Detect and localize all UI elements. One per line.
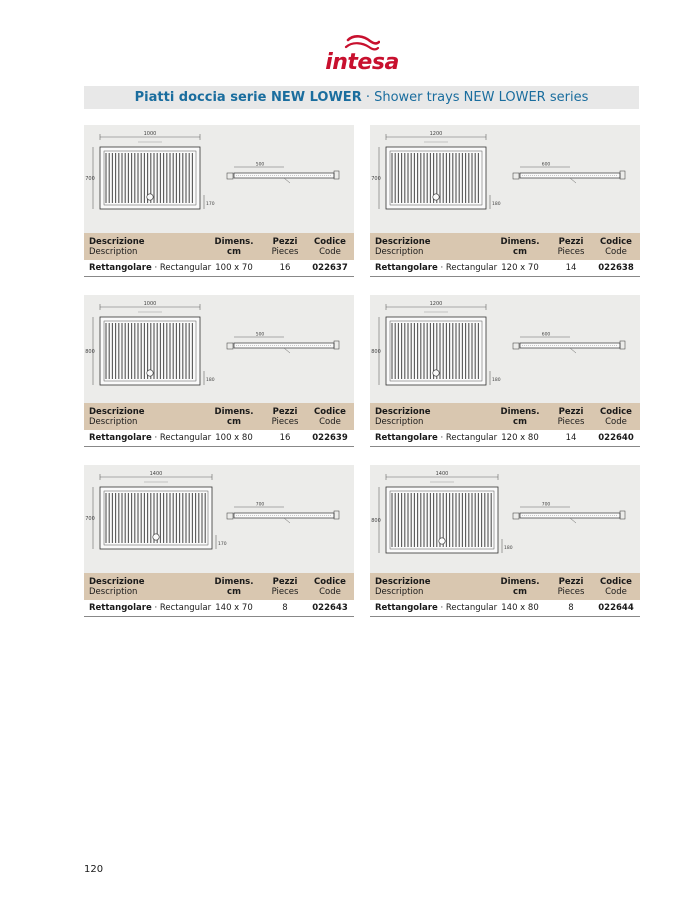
table-header xyxy=(84,573,354,600)
header-code: Codice Code xyxy=(600,407,632,427)
drawing-panel xyxy=(370,125,640,233)
side-profile xyxy=(513,332,625,354)
drawing-side-label: 600 xyxy=(541,332,551,338)
side-profile xyxy=(227,332,339,354)
drawing-width-label: 1000 xyxy=(143,131,157,137)
product-code: 022644 xyxy=(598,603,634,613)
header-code: Codice Code xyxy=(314,407,346,427)
table-header xyxy=(370,403,640,430)
header-dimensions: Dimens. cm xyxy=(500,577,540,597)
drawing-width-label: 1400 xyxy=(149,471,163,477)
title-english: Shower trays NEW LOWER series xyxy=(374,90,589,105)
technical-drawing xyxy=(84,295,354,403)
product-code: 022643 xyxy=(312,603,348,613)
drawing-drain-label: 180 xyxy=(492,378,501,383)
header-pieces: Pezzi Pieces xyxy=(271,577,299,597)
table-row xyxy=(370,600,640,617)
header-description: Descrizione Description xyxy=(89,407,145,427)
table-row xyxy=(84,430,354,447)
product-code: 022640 xyxy=(598,433,634,443)
drawing-height-label: 800 xyxy=(371,349,381,355)
table-header xyxy=(84,233,354,260)
header-code: Codice Code xyxy=(314,237,346,257)
side-profile xyxy=(227,162,339,184)
product-pieces: 16 xyxy=(279,433,291,443)
drawing-drain-label: 180 xyxy=(206,378,215,383)
drain-icon xyxy=(433,194,439,200)
header-pieces: Pezzi Pieces xyxy=(557,237,585,257)
drawing-height-label: 800 xyxy=(85,349,95,355)
header-description: Descrizione Description xyxy=(375,577,431,597)
page-number: 120 xyxy=(84,864,104,875)
brand-logo xyxy=(322,34,402,80)
side-profile xyxy=(227,502,339,524)
drawing-panel xyxy=(370,465,640,573)
drawing-width-label: 1200 xyxy=(429,131,443,137)
drawing-side-label: 600 xyxy=(541,162,551,168)
table-row xyxy=(84,260,354,277)
drawing-panel xyxy=(84,295,354,403)
product-pieces: 8 xyxy=(568,603,574,613)
product-description: Rettangolare · Rectangular xyxy=(89,433,212,443)
header-pieces: Pezzi Pieces xyxy=(271,237,299,257)
title-italian: Piatti doccia serie NEW LOWER xyxy=(134,90,362,105)
technical-drawing xyxy=(370,295,640,403)
drain-icon xyxy=(153,534,159,540)
table-header xyxy=(84,403,354,430)
drawing-height-label: 800 xyxy=(371,518,381,524)
header-dimensions: Dimens. cm xyxy=(214,577,254,597)
product-dimensions: 140 x 80 xyxy=(501,603,539,613)
header-pieces: Pezzi Pieces xyxy=(271,407,299,427)
header-description: Descrizione Description xyxy=(89,577,145,597)
table-row xyxy=(370,260,640,277)
technical-drawing xyxy=(84,125,354,233)
drawing-side-label: 700 xyxy=(541,502,551,508)
drawing-drain-label: 170 xyxy=(206,202,215,207)
drawing-width-label: 1000 xyxy=(143,301,157,307)
product-code: 022637 xyxy=(312,263,348,273)
side-profile xyxy=(513,162,625,184)
drawing-drain-label: 170 xyxy=(218,542,227,547)
table-row xyxy=(370,430,640,447)
product-code: 022639 xyxy=(312,433,348,443)
table-row xyxy=(84,600,354,617)
side-profile xyxy=(513,502,625,524)
table-header xyxy=(370,233,640,260)
product-dimensions: 140 x 70 xyxy=(215,603,253,613)
drawing-height-label: 700 xyxy=(85,176,95,182)
header-description: Descrizione Description xyxy=(89,237,145,257)
drawing-side-label: 500 xyxy=(255,332,265,338)
header-code: Codice Code xyxy=(314,577,346,597)
product-description: Rettangolare · Rectangular xyxy=(89,263,212,273)
drawing-panel xyxy=(84,125,354,233)
drain-icon xyxy=(147,194,153,200)
technical-drawing xyxy=(84,465,354,573)
product-description: Rettangolare · Rectangular xyxy=(375,263,498,273)
product-dimensions: 120 x 80 xyxy=(501,433,539,443)
drawing-panel xyxy=(84,465,354,573)
product-pieces: 16 xyxy=(279,263,291,273)
drawing-height-label: 700 xyxy=(371,176,381,182)
product-code: 022638 xyxy=(598,263,634,273)
technical-drawing xyxy=(370,465,640,573)
title-separator: · xyxy=(361,90,375,105)
drain-icon xyxy=(433,370,439,376)
product-pieces: 8 xyxy=(282,603,288,613)
product-pieces: 14 xyxy=(565,263,577,273)
drain-icon xyxy=(439,538,445,544)
product-pieces: 14 xyxy=(565,433,577,443)
header-dimensions: Dimens. cm xyxy=(214,237,254,257)
drawing-panel xyxy=(370,295,640,403)
product-dimensions: 100 x 80 xyxy=(215,433,253,443)
header-dimensions: Dimens. cm xyxy=(500,407,540,427)
drawing-width-label: 1400 xyxy=(435,471,449,477)
product-dimensions: 120 x 70 xyxy=(501,263,539,273)
drawing-width-label: 1200 xyxy=(429,301,443,307)
header-code: Codice Code xyxy=(600,237,632,257)
product-description: Rettangolare · Rectangular xyxy=(375,433,498,443)
product-dimensions: 100 x 70 xyxy=(215,263,253,273)
drawing-drain-label: 180 xyxy=(492,202,501,207)
drawing-drain-label: 180 xyxy=(504,546,513,551)
technical-drawing xyxy=(370,125,640,233)
header-description: Descrizione Description xyxy=(375,407,431,427)
drain-icon xyxy=(147,370,153,376)
header-pieces: Pezzi Pieces xyxy=(557,577,585,597)
product-description: Rettangolare · Rectangular xyxy=(375,603,498,613)
header-dimensions: Dimens. cm xyxy=(214,407,254,427)
page-title xyxy=(84,86,639,109)
drawing-height-label: 700 xyxy=(85,516,95,522)
product-description: Rettangolare · Rectangular xyxy=(89,603,212,613)
brand-name: intesa xyxy=(325,50,399,75)
table-header xyxy=(370,573,640,600)
header-pieces: Pezzi Pieces xyxy=(557,407,585,427)
drawing-side-label: 500 xyxy=(255,162,265,168)
drawing-side-label: 700 xyxy=(255,502,265,508)
header-description: Descrizione Description xyxy=(375,237,431,257)
header-dimensions: Dimens. cm xyxy=(500,237,540,257)
header-code: Codice Code xyxy=(600,577,632,597)
